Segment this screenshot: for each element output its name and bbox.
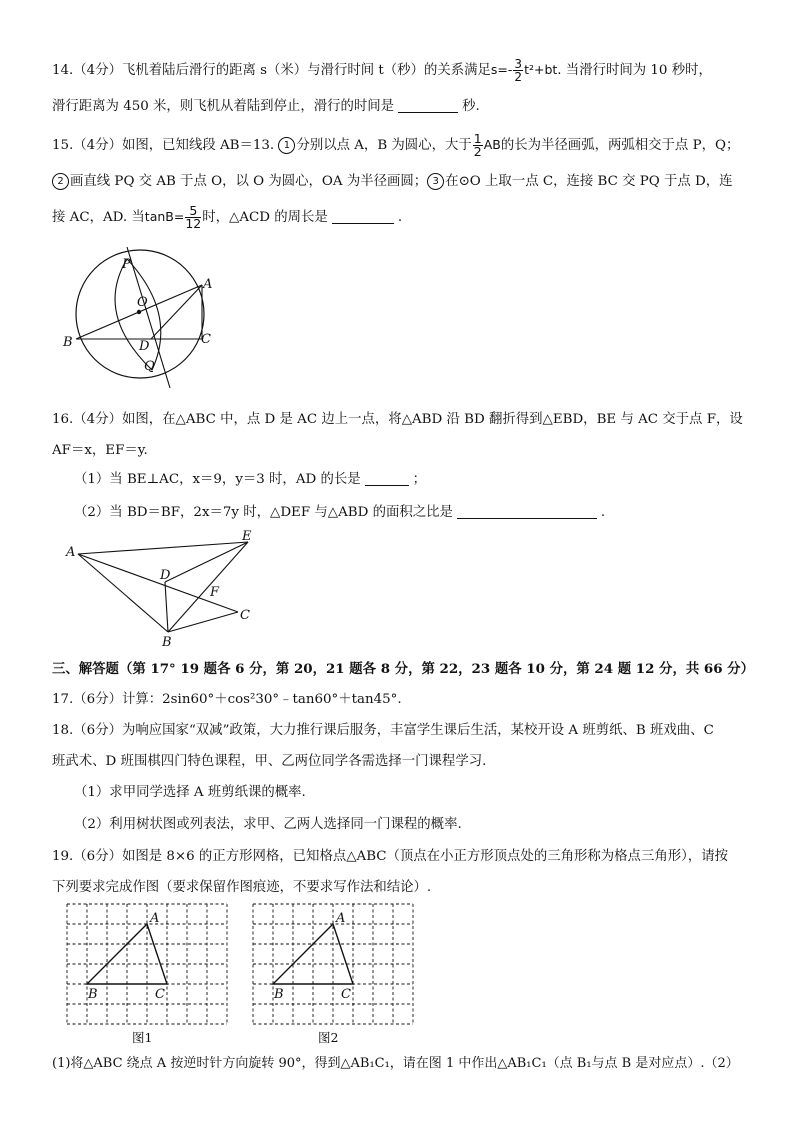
label-p: P — [122, 257, 131, 272]
q16-answer-blank-2[interactable] — [457, 504, 597, 519]
segment-de — [165, 542, 248, 582]
label-c: C — [201, 332, 211, 347]
circle-o — [76, 250, 204, 378]
q18-line-1: 18.（6分）为响应国家“双减”政策，大力推行课后服务，丰富学生课后生活，某校开设 A 班剪纸、B 班戏曲、C — [52, 723, 714, 738]
segment-ab — [78, 554, 168, 632]
q14-fraction: $\frac{3}{2}$ — [514, 57, 523, 84]
q15-line-2: 2 画直线 PQ 交 AB 于点 O，以 O 为圆心，OA 为半径画圆； 3 在⊙O 上取一点 C，连接 BC 交 PQ 于点 D，连 — [52, 172, 733, 192]
segment-bd — [165, 582, 168, 632]
q19-figure-1 — [66, 903, 230, 1045]
segment-ae — [78, 542, 248, 554]
q16-line-1: 16.（4分）如图，在△ABC 中，点 D 是 AC 边上一点，将△ABD 沿 BD 翻折得到△EBD，BE 与 AC 交于点 F，设 — [52, 412, 743, 427]
label-d: D — [160, 568, 171, 583]
q14-text: 14.（4分）飞机着陆后滑行的距离 s（米）与滑行时间 t（秒）的关系满足 — [52, 63, 491, 78]
grid-lines — [67, 904, 227, 1024]
q15-answer-blank[interactable] — [332, 209, 394, 224]
label-a: A — [203, 277, 213, 292]
label-e: E — [242, 529, 252, 544]
label-b: B — [274, 987, 284, 1002]
q19-line-1: 19.（6分）如图是 8×6 的正方形网格，已知格点△ABC（顶点在小正方形顶点处的三角形称为格点三角形），请按 — [52, 849, 728, 864]
label-c: C — [155, 987, 165, 1002]
label-a: A — [336, 911, 346, 926]
label-q: Q — [144, 359, 155, 374]
grid-lines — [253, 904, 413, 1024]
segment-ac — [78, 554, 238, 612]
label-b: B — [88, 987, 98, 1002]
q16-figure — [60, 528, 260, 650]
step-1-marker: 1 — [278, 137, 295, 154]
q18-sub-2: （2）利用树状图或列表法，求甲、乙两人选择同一门课程的概率. — [74, 817, 462, 832]
label-b: B — [162, 635, 172, 650]
q19-line-2: 下列要求完成作图（要求保留作图痕迹，不要求写作法和结论）. — [52, 880, 432, 895]
center-point — [137, 310, 141, 314]
step-2-marker: 2 — [52, 173, 69, 190]
label-c: C — [341, 987, 351, 1002]
figure-2-caption: 图2 — [318, 1030, 339, 1045]
q17-line: 17.（6分）计算：2sin60°＋cos²30°﹣tan60°＋tan45°. — [52, 692, 402, 707]
q18-sub-1: （1）求甲同学选择 A 班剪纸课的概率. — [74, 785, 306, 800]
label-d: D — [139, 339, 150, 354]
q14-formula: s=- $\frac{3}{2}$ t²+bt — [490, 57, 558, 84]
q14-line-2: 滑行距离为 450 米，则飞机从着陆到停止，滑行的时间是 秒. — [52, 99, 480, 114]
q19-sub-1: (1)将△ABC 绕点 A 按逆时针方向旋转 90°，得到△AB₁C₁，请在图 1 中作出△AB₁C₁（点 B₁与点 B 是对应点）.（2） — [52, 1056, 739, 1071]
label-o: O — [137, 295, 148, 310]
q14-line-1: 14.（4分）飞机着陆后滑行的距离 s（米）与滑行时间 t（秒）的关系满足s=- $\frac{3}{2}$ t²+bt. 当滑行时间为 10 秒时， — [52, 57, 712, 84]
q15-line-3: 接 AC，AD. 当tanB= $\frac{5}{12}$ 时，△ACD 的周长是 . — [52, 203, 403, 231]
label-c: C — [240, 608, 250, 623]
segment-be — [168, 542, 248, 632]
label-a: A — [150, 911, 160, 926]
step-3-marker: 3 — [427, 173, 444, 190]
q16-sub-2: （2）当 BD＝BF，2x＝7y 时，△DEF 与△ABD 的面积之比是 . — [74, 505, 606, 520]
segment-bc — [168, 612, 238, 632]
q18-line-2: 班武术、D 班围棋四门特色课程，甲、乙两位同学各需选择一门课程学习. — [52, 754, 487, 769]
q15-tan-fraction: $\frac{5}{12}$ — [185, 203, 202, 231]
label-a: A — [66, 545, 76, 560]
q16-answer-blank-1[interactable] — [365, 471, 409, 486]
q16-line-2: AF＝x，EF＝y. — [52, 443, 148, 458]
q15-figure — [60, 238, 230, 388]
q14-answer-blank[interactable] — [398, 98, 458, 113]
label-f: F — [210, 585, 220, 600]
q15-line-1: 15.（4分）如图，已知线段 AB＝13. 1 分别以点 A，B 为圆心，大于 $\frac{1}{2}$ AB的长为半径画弧，两弧相交于点 P，Q； — [52, 131, 740, 159]
q15-half-fraction: $\frac{1}{2}$ — [473, 131, 482, 159]
label-b: B — [63, 335, 73, 350]
section-3-heading: 三、解答题（第 17° 19 题各 6 分，第 20，21 题各 8 分，第 22，23 题各 10 分，第 24 题 12 分，共 66 分） — [52, 661, 754, 677]
q16-sub-1: （1）当 BE⊥AC，x＝9，y＝3 时，AD 的长是 ； — [74, 472, 427, 487]
q19-figure-2 — [252, 903, 416, 1045]
figure-1-caption: 图1 — [132, 1030, 153, 1045]
